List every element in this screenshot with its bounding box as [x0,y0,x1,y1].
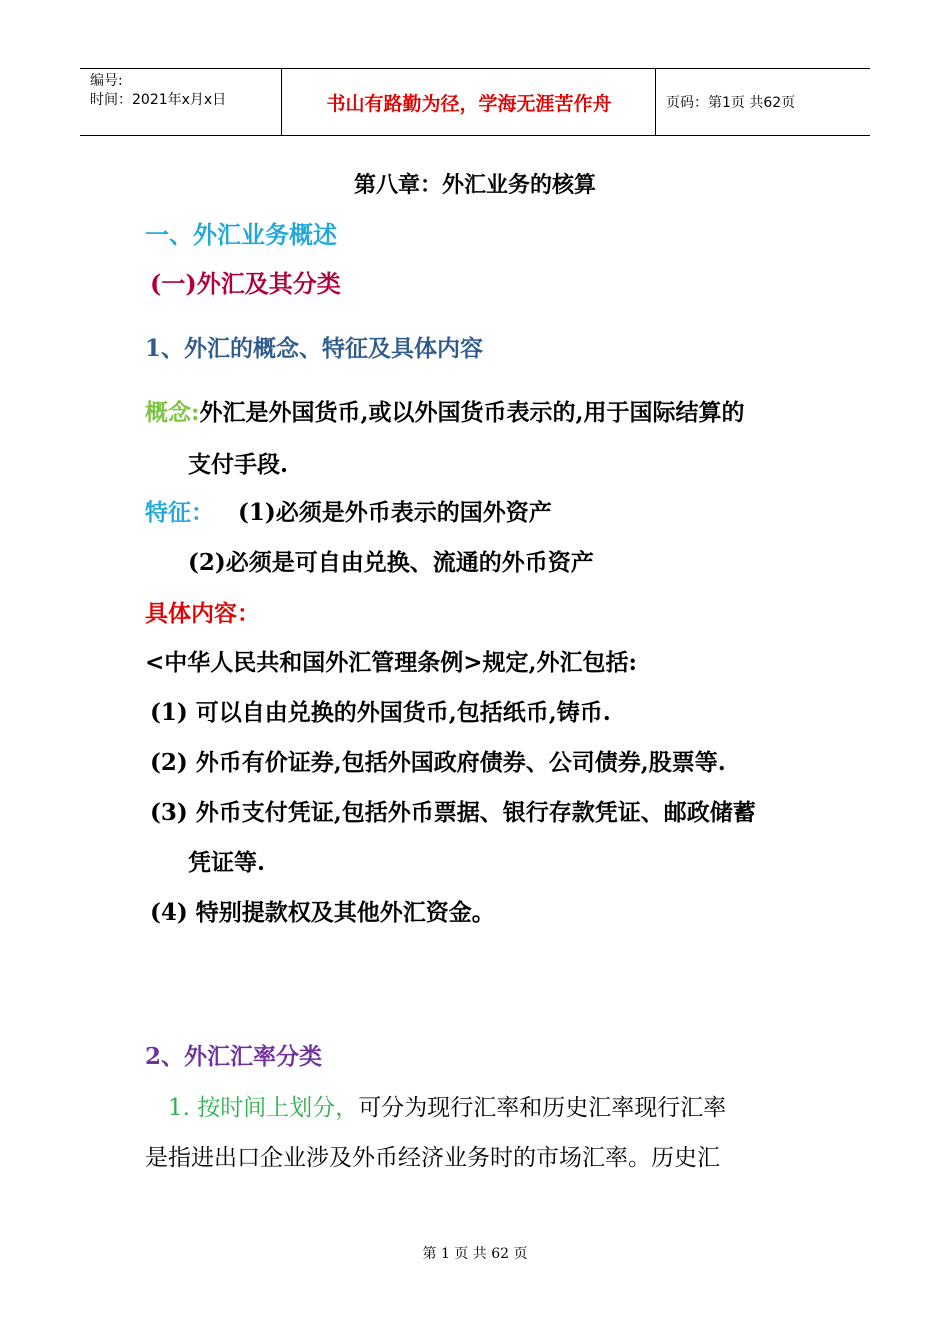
list-item-continued: 凭证等. [188,849,266,876]
list-item: (4) 特别提款权及其他外汇资金。 [150,899,495,926]
section-heading: 一、外汇业务概述 [145,220,337,249]
list-item: (3) 外币支付凭证,包括外币票据、银行存款凭证、邮政储蓄 [150,799,756,826]
concept-label: 概念: [145,399,200,426]
rate-text: 可分为现行汇率和历史汇率现行汇率 [358,1095,727,1121]
chapter-title: 第八章：外汇业务的核算 [353,172,596,198]
rate-lead: 1. 按时间上划分， [168,1095,359,1121]
concept-text: 外汇是外国货币,或以外国货币表示的,用于国际结算的 [199,399,745,426]
feature-item-1: (1)必须是外币表示的国外资产 [238,499,552,526]
concept-paragraph [145,396,745,430]
header-page-cell [656,69,870,135]
content-label: 具体内容： [145,600,260,627]
header-left-cell [80,69,282,135]
list-item: (2) 外币有价证券,包括外国政府债券、公司债券,股票等. [150,749,726,776]
date-line: 时间：2021年x月x日 [90,92,227,108]
regulation-line: <中华人民共和国外汇管理条例>规定,外汇包括: [145,649,638,676]
item-heading-concept: 1、外汇的概念、特征及具体内容 [145,335,484,362]
rate-text-continued: 是指进出口企业涉及外币经济业务时的市场汇率。历史汇 [145,1145,720,1171]
feature-item-2: (2)必须是可自由兑换、流通的外币资产 [188,549,594,576]
list-item: (1) 可以自由兑换的外国货币,包括纸币,铸币. [150,699,611,726]
subsection-heading: (一)外汇及其分类 [150,269,341,298]
header-motto-cell [282,69,656,135]
motto: 书山有路勤为径，学海无涯苦作舟 [326,93,612,115]
feature-paragraph [145,496,552,530]
item-heading-rates: 2、外汇汇率分类 [145,1043,323,1070]
concept-text-continued: 支付手段. [188,451,289,478]
serial-label: 编号: [90,73,123,89]
page-info: 页码：第1页 共62页 [666,95,796,111]
page-header [80,68,870,136]
rate-paragraph [168,1091,726,1125]
feature-label: 特征： [145,499,214,526]
page-footer: 第 1 页 共 62 页 [422,1246,528,1262]
